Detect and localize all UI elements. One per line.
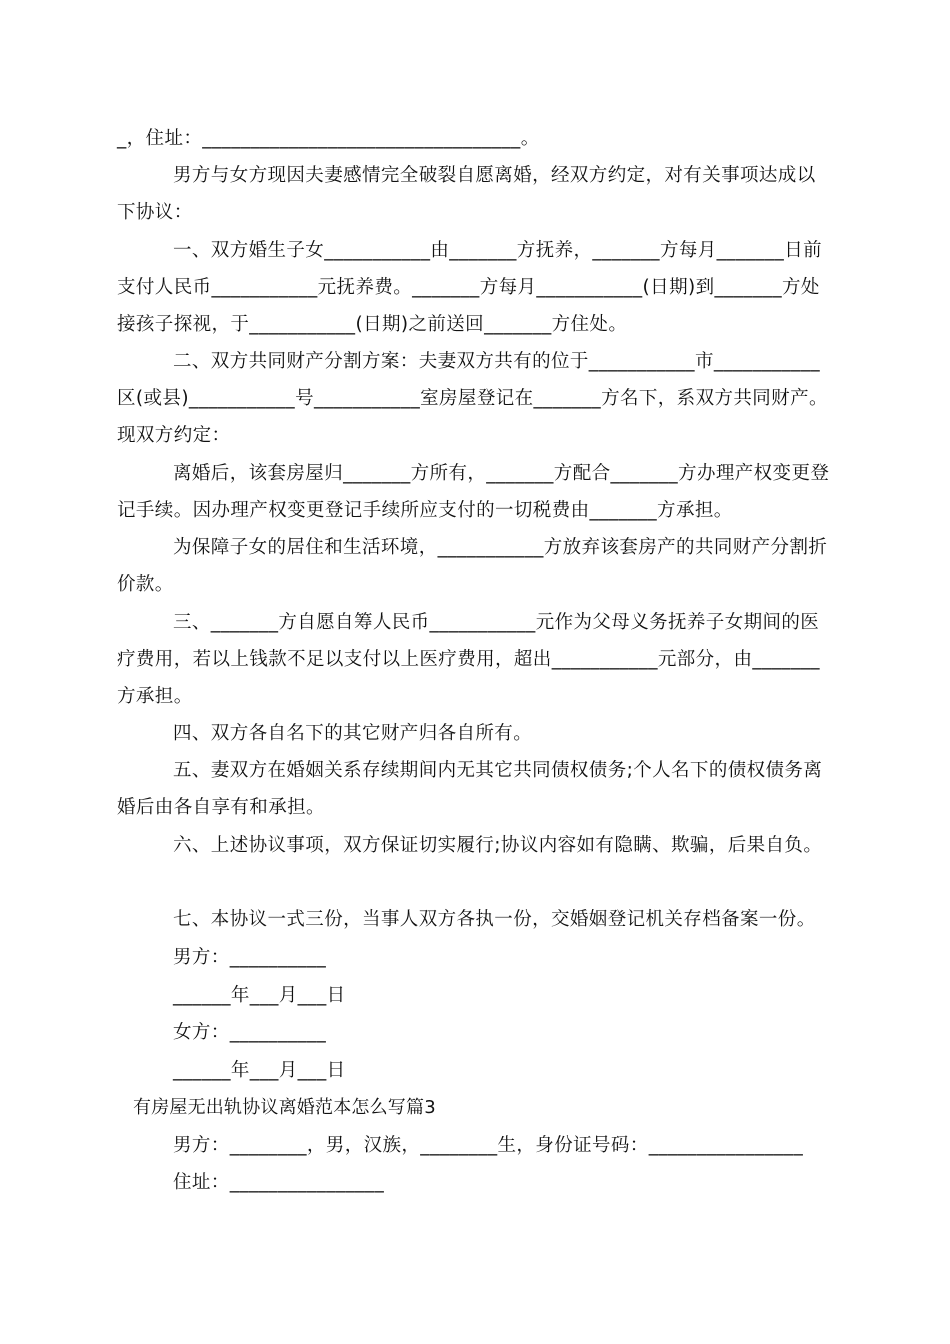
clause-four: 四、双方各自名下的其它财产归各自所有。	[173, 723, 533, 744]
clause-two-children-cont: 价款。	[117, 574, 174, 595]
male-address-line: 住址：________________	[173, 1172, 385, 1193]
signature-female: 女方：__________	[173, 1022, 327, 1043]
address-line: _，住址：_________________________________。	[117, 128, 540, 149]
clause-two-children: 为保障子女的居住和生活环境，___________方放弃该套房产的共同财产分割折	[173, 537, 828, 558]
clause-two-house: 离婚后，该套房屋归_______方所有，_______方配合_______方办理产权变更登	[173, 463, 830, 484]
clause-seven: 七、本协议一式三份，当事人双方各执一份，交婚姻登记机关存档备案一份。	[173, 909, 816, 930]
clause-two: 二、双方共同财产分割方案：夫妻双方共有的位于___________市___________	[173, 351, 821, 372]
signature-male-date: ______年___月___日	[173, 985, 346, 1006]
male-info-line: 男方：________，男，汉族，________生，身份证号码：________________	[173, 1135, 804, 1156]
clause-one-cont-1: 支付人民币___________元抚养费。_______方每月___________(日期)到_______方处	[117, 277, 820, 298]
paragraph-intro-cont: 下协议：	[117, 202, 193, 223]
paragraph-intro: 男方与女方现因夫妻感情完全破裂自愿离婚，经双方约定，对有关事项达成以	[173, 165, 816, 186]
clause-one: 一、双方婚生子女___________由_______方抚养，_______方每月_______日前	[173, 240, 823, 261]
clause-two-cont-2: 现双方约定：	[117, 425, 231, 446]
clause-three-cont-2: 方承担。	[117, 686, 193, 707]
clause-five-cont: 婚后由各自享有和承担。	[117, 797, 325, 818]
clause-three: 三、_______方自愿自筹人民币___________元作为父母义务抚养子女期间的医	[173, 612, 820, 633]
clause-six: 六、上述协议事项，双方保证切实履行;协议内容如有隐瞒、欺骗，后果自负。	[173, 835, 823, 856]
section-title: 有房屋无出轨协议离婚范本怎么写篇3	[133, 1097, 436, 1118]
clause-one-cont-2: 接孩子探视，于___________(日期)之前送回_______方住处。	[117, 314, 628, 335]
clause-five: 五、妻双方在婚姻关系存续期间内无其它共同债权债务;个人名下的债权债务离	[173, 760, 823, 781]
clause-two-house-cont: 记手续。因办理产权变更登记手续所应支付的一切税费由_______方承担。	[117, 500, 733, 521]
signature-female-date: ______年___月___日	[173, 1060, 346, 1081]
clause-two-cont-1: 区(或县)___________号___________室房屋登记在_______方名下，系双方共同财产。	[117, 388, 828, 409]
clause-three-cont-1: 疗费用，若以上钱款不足以支付以上医疗费用，超出___________元部分，由_______	[117, 649, 820, 670]
signature-male: 男方：__________	[173, 947, 327, 968]
